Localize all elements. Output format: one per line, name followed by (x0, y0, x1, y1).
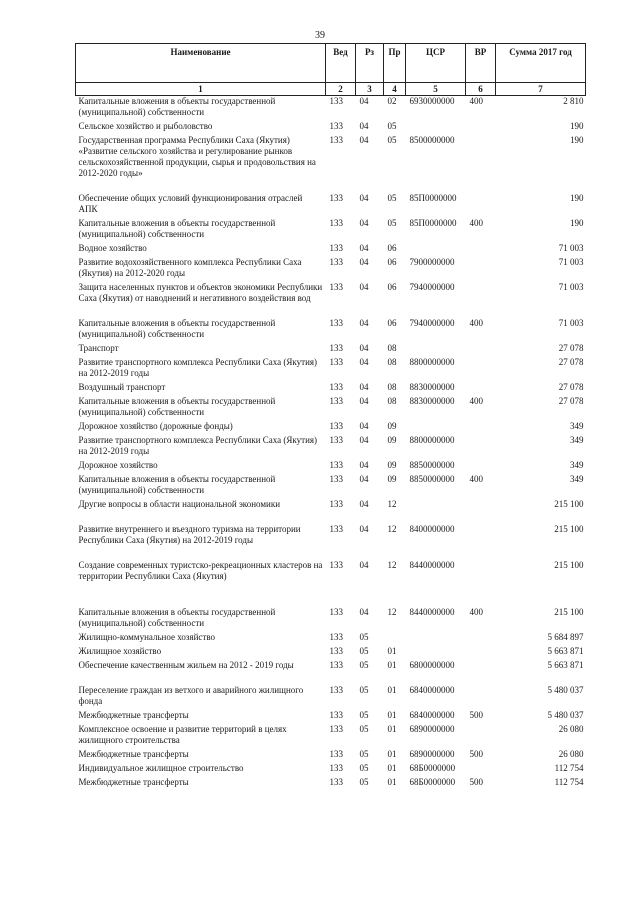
cell-rz: 04 (359, 421, 369, 431)
cell-vr: 400 (469, 607, 483, 617)
cell-sum: 190 (570, 193, 584, 203)
cell-pr: 09 (387, 421, 397, 431)
cell-sum: 112 754 (554, 763, 584, 773)
cell-vr: 400 (469, 96, 483, 106)
table-row (76, 421, 586, 435)
cell-name: Индивидуальное жилищное строительство (78, 763, 244, 773)
cell-pr: 05 (387, 121, 397, 131)
cell-rz: 04 (359, 607, 369, 617)
table-row (76, 724, 586, 749)
cell-name: Воздушный транспорт (78, 382, 166, 392)
cell-sum: 71 003 (558, 243, 584, 253)
cell-rz: 04 (359, 499, 369, 509)
cell-csr (406, 499, 466, 524)
cell-pr: 09 (387, 460, 397, 470)
header-name: Наименование (76, 44, 326, 83)
cell-rz: 04 (359, 343, 369, 353)
cell-sum: 27 078 (558, 396, 584, 406)
cell-ved: 133 (329, 382, 343, 392)
cell-csr: 8440000000 (409, 607, 455, 617)
cell-rz: 04 (359, 560, 369, 570)
table-row (76, 499, 586, 524)
cell-csr: 8830000000 (409, 396, 455, 406)
cell-vr (466, 499, 496, 524)
header-vr: ВР (466, 44, 496, 83)
cell-name: Обеспечение качественным жильем на 2012 - 2019 годы (78, 660, 294, 670)
cell-name: Капитальные вложения в объекты государственной (муниципальной) собственности (78, 396, 276, 417)
cell-pr: 06 (387, 318, 397, 328)
cell-vr (466, 257, 496, 282)
cell-csr: 8830000000 (409, 382, 455, 392)
cell-rz: 05 (359, 685, 369, 695)
cell-name: Водное хозяйство (78, 243, 147, 253)
cell-ved: 133 (329, 560, 343, 570)
cell-csr: 8440000000 (409, 560, 455, 570)
cell-vr (466, 357, 496, 382)
cell-csr: 6840000000 (409, 685, 455, 695)
table-row (76, 282, 586, 318)
cell-sum: 71 003 (558, 282, 584, 292)
cell-pr: 01 (387, 724, 397, 734)
cell-sum: 5 480 037 (547, 710, 584, 720)
cell-sum: 215 100 (554, 607, 584, 617)
cell-name: Дорожное хозяйство (дорожные фонды) (78, 421, 233, 431)
cell-ved: 133 (329, 646, 343, 656)
cell-csr: 68Б0000000 (409, 763, 456, 773)
header-pr: Пр (384, 44, 406, 83)
cell-vr (466, 282, 496, 318)
table-row (76, 685, 586, 710)
cell-csr: 6890000000 (409, 749, 455, 759)
header-sum: Сумма 2017 год (496, 44, 586, 83)
cell-vr (466, 724, 496, 749)
cell-sum: 5 663 871 (547, 660, 584, 670)
cell-vr (466, 560, 496, 607)
table-row (76, 396, 586, 421)
cell-ved: 133 (329, 193, 343, 203)
cell-sum: 215 100 (554, 560, 584, 570)
cell-name: Капитальные вложения в объекты государственной (муниципальной) собственности (78, 318, 276, 339)
cell-sum: 27 078 (558, 382, 584, 392)
table-row (76, 121, 586, 135)
cell-pr: 09 (387, 474, 397, 484)
cell-vr: 500 (469, 749, 483, 759)
cell-csr: 7940000000 (409, 318, 455, 328)
cell-rz: 04 (359, 96, 369, 106)
cell-name: Межбюджетные трансферты (78, 710, 189, 720)
cell-vr (466, 460, 496, 474)
cell-vr (466, 632, 496, 646)
cell-ved: 133 (329, 524, 343, 534)
cell-pr: 12 (387, 560, 397, 570)
table-row (76, 777, 586, 791)
cell-sum: 215 100 (554, 499, 584, 509)
cell-rz: 04 (359, 135, 369, 145)
cell-pr: 01 (387, 646, 397, 656)
table-row (76, 193, 586, 218)
table-row (76, 435, 586, 460)
cell-vr: 400 (469, 396, 483, 406)
cell-rz: 05 (359, 724, 369, 734)
cell-name: Комплексное освоение и развитие территорий в целях жилищного строительства (78, 724, 287, 745)
cell-vr (466, 524, 496, 560)
cell-sum: 190 (570, 121, 584, 131)
cell-rz: 04 (359, 121, 369, 131)
table-row (76, 218, 586, 243)
cell-name: Межбюджетные трансферты (78, 749, 189, 759)
cell-rz: 04 (359, 243, 369, 253)
header-num-name: 1 (76, 83, 326, 96)
table-row (76, 749, 586, 763)
cell-name: Обеспечение общих условий функционирования отраслей АПК (78, 193, 303, 214)
cell-rz: 04 (359, 193, 369, 203)
cell-vr (466, 243, 496, 257)
cell-pr: 01 (387, 685, 397, 695)
cell-sum: 349 (570, 435, 584, 445)
cell-rz: 05 (359, 646, 369, 656)
cell-sum: 71 003 (558, 257, 584, 267)
cell-vr: 500 (469, 777, 483, 787)
table-row (76, 524, 586, 560)
cell-ved: 133 (329, 724, 343, 734)
header-num-sum: 7 (496, 83, 586, 96)
cell-csr: 8400000000 (409, 524, 455, 534)
cell-vr (466, 135, 496, 193)
cell-ved: 133 (329, 121, 343, 131)
cell-csr (406, 243, 466, 257)
cell-pr: 08 (387, 343, 397, 353)
cell-ved: 133 (329, 777, 343, 787)
cell-ved: 133 (329, 396, 343, 406)
cell-name: Развитие внутреннего и въездного туризма на территории Республики Саха (Якутия) на 2012-2019 годы (78, 524, 301, 545)
cell-ved: 133 (329, 710, 343, 720)
table-row (76, 318, 586, 343)
budget-table (75, 43, 586, 791)
cell-sum: 2 810 (563, 96, 584, 106)
cell-vr (466, 421, 496, 435)
cell-pr: 01 (387, 660, 397, 670)
table-row (76, 135, 586, 193)
cell-vr (466, 121, 496, 135)
cell-pr: 09 (387, 435, 397, 445)
cell-vr (466, 685, 496, 710)
cell-sum: 27 078 (558, 343, 584, 353)
table-row (76, 660, 586, 685)
cell-csr: 6890000000 (409, 724, 455, 734)
cell-vr (466, 660, 496, 685)
cell-rz: 05 (359, 749, 369, 759)
cell-ved: 133 (329, 218, 343, 228)
cell-ved: 133 (329, 607, 343, 617)
cell-pr: 12 (387, 499, 397, 509)
cell-sum: 5 684 897 (547, 632, 584, 642)
cell-csr: 6930000000 (409, 96, 455, 106)
cell-pr: 12 (387, 524, 397, 534)
cell-csr (406, 632, 466, 646)
cell-name: Развитие транспортного комплекса Республики Саха (Якутия) на 2012-2019 годы (78, 357, 318, 378)
table-row (76, 632, 586, 646)
cell-pr: 01 (387, 777, 397, 787)
cell-sum: 190 (570, 218, 584, 228)
table-row (76, 96, 586, 122)
cell-vr: 500 (469, 710, 483, 720)
cell-rz: 04 (359, 357, 369, 367)
cell-ved: 133 (329, 243, 343, 253)
cell-csr: 8500000000 (409, 135, 455, 145)
cell-name: Жилищное хозяйство (78, 646, 162, 656)
cell-sum: 112 754 (554, 777, 584, 787)
cell-pr: 08 (387, 357, 397, 367)
header-num-ved: 2 (326, 83, 356, 96)
cell-name: Капитальные вложения в объекты государственной (муниципальной) собственности (78, 218, 276, 239)
cell-vr (466, 435, 496, 460)
table-row (76, 382, 586, 396)
cell-ved: 133 (329, 474, 343, 484)
cell-ved: 133 (329, 357, 343, 367)
cell-csr: 8850000000 (409, 474, 455, 484)
cell-pr: 12 (387, 607, 397, 617)
header-rz: Рз (356, 44, 384, 83)
cell-vr: 400 (469, 474, 483, 484)
cell-sum: 5 663 871 (547, 646, 584, 656)
cell-ved: 133 (329, 632, 343, 642)
cell-pr: 01 (387, 749, 397, 759)
cell-sum: 349 (570, 421, 584, 431)
header-csr: ЦСР (406, 44, 466, 83)
table-row (76, 357, 586, 382)
cell-csr: 6840000000 (409, 710, 455, 720)
cell-name: Переселение граждан из ветхого и аварийного жилищного фонда (78, 685, 304, 706)
cell-sum: 27 078 (558, 357, 584, 367)
cell-sum: 71 003 (558, 318, 584, 328)
cell-name: Дорожное хозяйство (78, 460, 158, 470)
cell-sum: 5 480 037 (547, 685, 584, 695)
cell-sum: 349 (570, 474, 584, 484)
cell-ved: 133 (329, 749, 343, 759)
cell-ved: 133 (329, 435, 343, 445)
cell-vr (466, 382, 496, 396)
table-row (76, 474, 586, 499)
cell-sum: 26 080 (558, 749, 584, 759)
cell-rz: 05 (359, 763, 369, 773)
cell-name: Капитальные вложения в объекты государственной (муниципальной) собственности (78, 607, 276, 628)
cell-csr: 85П0000000 (409, 218, 457, 228)
cell-rz: 04 (359, 257, 369, 267)
table-row (76, 460, 586, 474)
cell-name: Защита населенных пунктов и объектов экономики Республики Саха (Якутия) от наводнений и негативного воздействия вод (78, 282, 323, 303)
page-number: 39 (315, 30, 325, 41)
table-row (76, 710, 586, 724)
table-row (76, 646, 586, 660)
cell-pr: 01 (387, 710, 397, 720)
cell-rz: 04 (359, 524, 369, 534)
cell-name: Развитие водохозяйственного комплекса Республики Саха (Якутия) на 2012-2020 годы (78, 257, 302, 278)
table-row (76, 243, 586, 257)
table-row (76, 343, 586, 357)
cell-name: Сельское хозяйство и рыболовство (78, 121, 213, 131)
cell-csr: 85П0000000 (409, 193, 457, 203)
cell-pr: 01 (387, 763, 397, 773)
cell-rz: 05 (359, 660, 369, 670)
cell-name: Создание современных туристско-рекреационных кластеров на территории Республики Саха (Якутия) (78, 560, 323, 581)
cell-csr: 8800000000 (409, 435, 455, 445)
cell-rz: 04 (359, 460, 369, 470)
cell-sum: 26 080 (558, 724, 584, 734)
cell-csr: 68Б0000000 (409, 777, 456, 787)
cell-name: Другие вопросы в области национальной экономики (78, 499, 281, 509)
cell-ved: 133 (329, 763, 343, 773)
cell-rz: 04 (359, 396, 369, 406)
cell-name: Межбюджетные трансферты (78, 777, 189, 787)
cell-csr (406, 121, 466, 135)
cell-rz: 04 (359, 382, 369, 392)
cell-pr (384, 632, 406, 646)
cell-ved: 133 (329, 660, 343, 670)
cell-sum: 190 (570, 135, 584, 145)
cell-rz: 04 (359, 318, 369, 328)
table-row (76, 257, 586, 282)
cell-pr: 06 (387, 257, 397, 267)
cell-vr (466, 646, 496, 660)
cell-ved: 133 (329, 282, 343, 292)
cell-rz: 04 (359, 282, 369, 292)
header-num-rz: 3 (356, 83, 384, 96)
cell-ved: 133 (329, 460, 343, 470)
cell-ved: 133 (329, 96, 343, 106)
cell-vr: 400 (469, 318, 483, 328)
cell-name: Капитальные вложения в объекты государственной (муниципальной) собственности (78, 96, 276, 117)
cell-rz: 05 (359, 632, 369, 642)
table-row (76, 607, 586, 632)
cell-rz: 04 (359, 435, 369, 445)
header-ved: Вед (326, 44, 356, 83)
cell-sum: 215 100 (554, 524, 584, 534)
cell-rz: 05 (359, 710, 369, 720)
cell-ved: 133 (329, 257, 343, 267)
cell-rz: 04 (359, 218, 369, 228)
cell-pr: 02 (387, 96, 397, 106)
table-header (76, 44, 586, 96)
cell-pr: 05 (387, 193, 397, 203)
header-num-pr: 4 (384, 83, 406, 96)
cell-csr (406, 421, 466, 435)
cell-csr (406, 343, 466, 357)
cell-ved: 133 (329, 318, 343, 328)
cell-pr: 05 (387, 135, 397, 145)
header-num-csr: 5 (406, 83, 466, 96)
cell-vr (466, 763, 496, 777)
cell-csr: 8800000000 (409, 357, 455, 367)
cell-pr: 06 (387, 243, 397, 253)
cell-ved: 133 (329, 135, 343, 145)
cell-name: Развитие транспортного комплекса Республики Саха (Якутия) на 2012-2019 годы (78, 435, 318, 456)
cell-vr: 400 (469, 218, 483, 228)
cell-sum: 349 (570, 460, 584, 470)
cell-ved: 133 (329, 421, 343, 431)
table-body (76, 96, 586, 792)
cell-csr: 6800000000 (409, 660, 455, 670)
cell-csr: 8850000000 (409, 460, 455, 470)
table-row (76, 560, 586, 607)
cell-ved: 133 (329, 499, 343, 509)
cell-rz: 05 (359, 777, 369, 787)
cell-name: Транспорт (78, 343, 119, 353)
table-row (76, 763, 586, 777)
cell-csr: 7900000000 (409, 257, 455, 267)
cell-name: Государственная программа Республики Саха (Якутия) «Развитие сельского хозяйства и регулирование рынков сельскохозяйственной продукции, сырья и продовольствия на 2012-2020 годы» (78, 135, 316, 178)
cell-csr (406, 646, 466, 660)
cell-rz: 04 (359, 474, 369, 484)
cell-ved: 133 (329, 685, 343, 695)
cell-csr: 7940000000 (409, 282, 455, 292)
cell-name: Жилищно-коммунальное хозяйство (78, 632, 216, 642)
cell-vr (466, 193, 496, 218)
cell-pr: 08 (387, 396, 397, 406)
cell-pr: 06 (387, 282, 397, 292)
cell-vr (466, 343, 496, 357)
header-num-vr: 6 (466, 83, 496, 96)
cell-name: Капитальные вложения в объекты государственной (муниципальной) собственности (78, 474, 276, 495)
cell-ved: 133 (329, 343, 343, 353)
cell-pr: 05 (387, 218, 397, 228)
cell-pr: 08 (387, 382, 397, 392)
